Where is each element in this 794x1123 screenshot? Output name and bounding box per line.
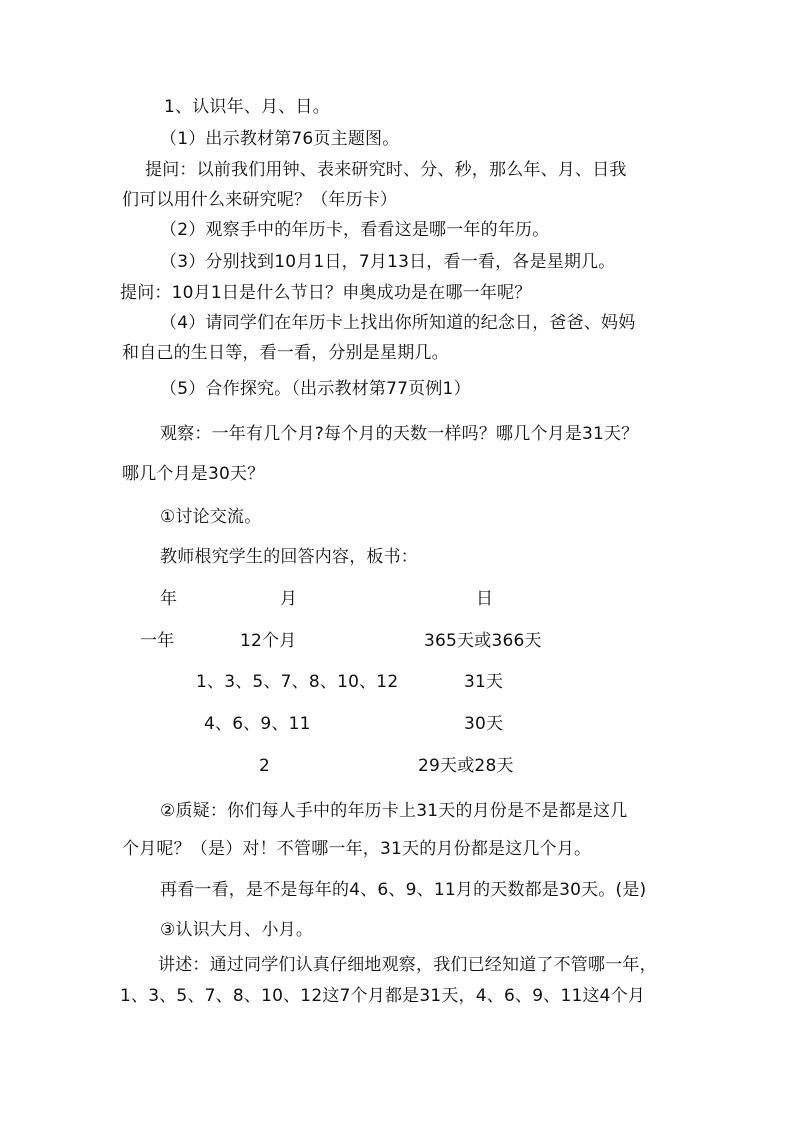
board-row-days: 365天或366天 — [424, 631, 542, 651]
board-row-days: 30天 — [464, 714, 504, 734]
paragraph-line: 哪几个月是30天？ — [122, 464, 265, 484]
board-row-months: 12个月 — [240, 631, 297, 651]
paragraph-line: 提问：以前我们用钟、表来研究时、分、秒，那么年、月、日我 — [145, 160, 627, 180]
paragraph-line: 再看一看，是不是每年的4、6、9、11月的天数都是30天。(是) — [160, 880, 647, 900]
paragraph-line: 教师根究学生的回答内容，板书： — [160, 547, 418, 567]
board-row-days: 29天或28天 — [418, 756, 514, 776]
board-header-day: 日 — [476, 589, 494, 609]
board-row-days: 31天 — [464, 672, 504, 692]
paragraph-line: 和自己的生日等，看一看，分别是星期几。 — [122, 343, 449, 363]
paragraph-line: ②质疑：你们每人手中的年历卡上31天的月份是不是都是这几 — [160, 801, 628, 821]
paragraph-line: （4）请同学们在年历卡上找出你所知道的纪念日，爸爸、妈妈 — [160, 313, 636, 333]
paragraph-line: ③认识大月、小月。 — [160, 920, 314, 940]
board-row-months-list: 4、6、9、11 — [204, 714, 311, 734]
board-row-year: 一年 — [140, 631, 175, 651]
board-header-month: 月 — [280, 589, 298, 609]
paragraph-line: 讲述：通过同学们认真仔细地观察，我们已经知道了不管哪一年， — [158, 955, 657, 975]
section-title: 1、认识年、月、日。 — [164, 97, 330, 117]
board-header-year: 年 — [160, 589, 178, 609]
paragraph-line: （1）出示教材第76页主题图。 — [160, 129, 400, 149]
board-row-months-list: 1、3、5、7、8、10、12 — [196, 672, 399, 692]
paragraph-line: ①讨论交流。 — [160, 507, 262, 527]
paragraph-line: 1、3、5、7、8、10、12这7个月都是31天，4、6、9、11这4个月 — [120, 986, 646, 1006]
paragraph-line: 们可以用什么来研究呢？（年历卡） — [122, 190, 398, 210]
paragraph-line: （5）合作探究。（出示教材第77页例1） — [160, 379, 471, 399]
board-row-months-list: 2 — [259, 756, 271, 776]
paragraph-line: 观察：一年有几个月?每个月的天数一样吗？哪几个月是31天？ — [160, 424, 639, 444]
paragraph-line: （3）分别找到10月1日，7月13日，看一看，各是星期几。 — [160, 252, 616, 272]
paragraph-line: 个月呢？（是）对！不管哪一年，31天的月份都是这几个月。 — [122, 839, 592, 859]
paragraph-line: （2）观察手中的年历卡，看看这是哪一年的年历。 — [160, 220, 550, 240]
paragraph-line: 提问：10月1日是什么节日？申奥成功是在哪一年呢？ — [120, 283, 532, 303]
